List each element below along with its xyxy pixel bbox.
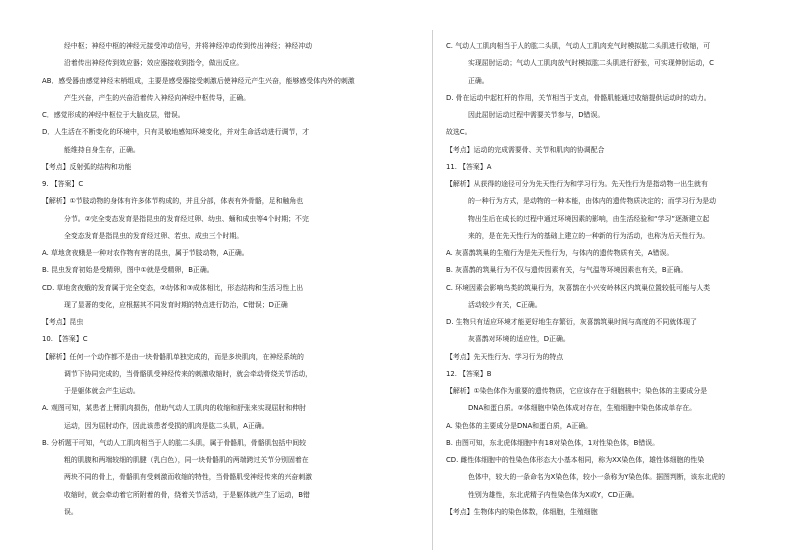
left-column [42,38,382,521]
right-text-line: 【考点】运动的完成需要骨、关节和肌肉的协调配合 [446,145,605,154]
right-text-line: 11. 【答案】A [446,162,492,171]
right-text-line: 的一种行为方式，是动物的一种本能，由体内的遗传物质决定的；而学习行为是动 [468,197,717,206]
right-text-line: C. 气动人工肌肉相当于人的肱二头肌，气动人工肌肉充气时模拟肱二头肌进行收缩，可 [446,42,711,50]
right-text-line: 色体中，较大的一条命名为X染色体，较小一条称为Y染色体。据图判断，该东北虎的 [468,473,725,482]
right-text-line: 灰喜鹊对环境的适应性，D正确。 [468,335,570,344]
left-text-line: D．人生活在不断变化的环境中，只有灵敏地感知环境变化，并对生命活动进行调节，才 [42,128,310,137]
right-text-line: 【考点】生物体内的染色体数，体细胞，生殖细胞 [446,507,598,516]
left-text-line: 【解析】任何一个动作都不是由一块骨骼肌单独完成的，而是多块肌肉，在神经系统的 [42,352,304,361]
left-text-line: 沿着传出神经传到效应器；效应器接收到指令，做出反应。 [64,59,244,68]
left-text-line: AB．感受器由感觉神经末梢组成，主要是感受器接受刺激后使神经元产生兴奋，能够感受体内外的刺激 [42,76,355,85]
right-text-line: 性别为雄性，东北虎精子内性染色体为X或Y，CD正确。 [468,490,639,499]
right-text-line: C. 环境因素会影响鸟类的筑巢行为，灰喜鹊在小兴安岭林区内筑巢位置较低可能与人类 [446,283,711,292]
right-text-line: 物出生后在成长的过程中通过环境因素的影响，由生活经验和“学习”逐渐建立起 [468,214,710,223]
left-text-line: 运动，因为屈肘动作，因此该患者受损的肌肉是肱二头肌，A正确。 [64,421,269,430]
left-text-line: A. 观图可知，某患者上臂肌肉损伤，借助气动人工肌肉的收缩和舒张来实现屈肘和伸肘 [42,404,306,413]
left-text-line: 收缩时，就会牵动着它所附着的骨，绕着关节活动，于是躯体就产生了运动，B错 [64,490,310,499]
left-text-line: 【考点】反射弧的结构和功能 [42,162,132,171]
right-column [446,38,790,521]
left-text-line: 能维持自身生存，正确。 [64,145,140,154]
right-text-line: 因此屈肘运动过程中需要关节参与，D错误。 [468,111,605,119]
right-text-line: 故选C。 [446,128,472,137]
right-text-line: D. 骨在运动中起杠杆的作用，关节相当于支点，骨骼肌能通过收缩提供运动时的动力。 [446,93,711,102]
left-text-line: C．感觉形成的神经中枢位于大脑皮层，错误。 [42,111,185,119]
left-text-line: 产生兴奋，产生的兴奋沿着传入神经向神经中枢传导，正确。 [64,93,251,102]
right-text-line: B. 灰喜鹊的筑巢行为不仅与遗传因素有关，与气温等环境因素也有关，B正确。 [446,266,688,275]
right-text-line: B. 由图可知，东北虎体细胞中有18对染色体，1对性染色体，B错误。 [446,438,660,447]
left-text-line: 【考点】昆虫 [42,318,84,326]
left-text-line: A. 草地贪夜蛾是一种对农作物有害的昆虫，属于节肢动物，A正确。 [42,249,249,257]
left-text-line: 于是躯体就会产生运动。 [64,387,140,395]
right-text-line: 正确。 [468,76,489,85]
left-text-line: 10. 【答案】C [42,335,88,344]
right-text-line: DNA和蛋白质。②体细胞中染色体成对存在，生殖细胞中染色体成单存在。 [468,404,697,413]
right-text-line: D. 生物只有适应环境才能更好地生存繁衍，灰喜鹊筑巢时间与高度的不同就体现了 [446,318,697,326]
left-text-line: 粗的肌腹和两端较细的肌腱（乳白色），同一块骨骼肌的两端跨过关节分别固着在 [64,456,309,464]
right-text-line: 【解析】①染色体作为重要的遗传物质，它应该存在于细胞核中；染色体的主要成分是 [446,387,708,395]
left-text-line: 经中枢；神经中枢的神经元接受冲动信号，并将神经冲动传到传出神经；神经冲动 [64,42,313,50]
left-text-line: 【解析】①节肢动物的身体有许多体节构成的，并且分部，体表有外骨骼，足和触角也 [42,197,304,206]
right-text-line: A. 染色体的主要成分是DNA和蛋白质，A正确。 [446,421,593,430]
right-text-line: 实现屈肘运动；气动人工肌肉放气时模拟肱二头肌进行舒张，可实现伸肘运动，C [468,59,714,68]
right-text-line: CD. 雌性体细胞中的性染色体形态大小基本相同，称为XX染色体，雄性体细胞的性染 [446,456,705,464]
right-text-line: 【解析】从获得的途径可分为先天性行为和学习行为。先天性行为是指动物一出生就有 [446,180,708,188]
left-text-line: B. 分析题干可知，气动人工肌肉相当于人的肱二头肌，属于骨骼肌，骨骼肌包括中间较 [42,438,307,447]
right-text-line: 12. 【答案】B [446,369,492,378]
right-text-line: 活动较少有关，C正确。 [468,300,542,309]
left-text-line: 两块不同的骨上，骨骼肌有受刺激而收缩的特性，当骨骼肌受神经传来的兴奋刺激 [64,473,313,482]
left-text-line: 分节。②完全变态发育是指昆虫的发育经过卵、幼虫、蛹和成虫等4个时期；不完 [64,214,309,223]
left-text-line: CD. 草地贪夜蛾的发育属于完全变态，②幼体和③成体相比，形态结构和生活习性上出 [42,283,304,292]
left-text-line: B. 昆虫发育初始是受精卵，图中①就是受精卵，B正确。 [42,266,214,275]
left-text-line: 误。 [64,507,78,516]
right-text-line: 来的，是在先天性行为的基础上建立的一种新的行为活动，也称为后天性行为。 [468,231,710,240]
right-text-line: 【考点】先天性行为、学习行为的特点 [446,352,564,361]
right-text-line: A. 灰喜鹊筑巢的生殖行为是先天性行为，与体内的遗传物质有关，A错误。 [446,249,674,257]
left-text-line: 9. 【答案】C [42,180,84,188]
left-text-line: 调节下协同完成的，当骨骼肌受神经传来的刺激收缩时，就会牵动骨绕关节活动， [64,369,313,378]
left-text-line: 全变态发育是指昆虫的发育经过卵、若虫、成虫三个时期。 [64,231,244,240]
column-divider [432,30,433,550]
left-text-line: 现了显著的变化，应根据其不同发育时期的特点进行防治，C错误；D正确 [64,300,288,309]
